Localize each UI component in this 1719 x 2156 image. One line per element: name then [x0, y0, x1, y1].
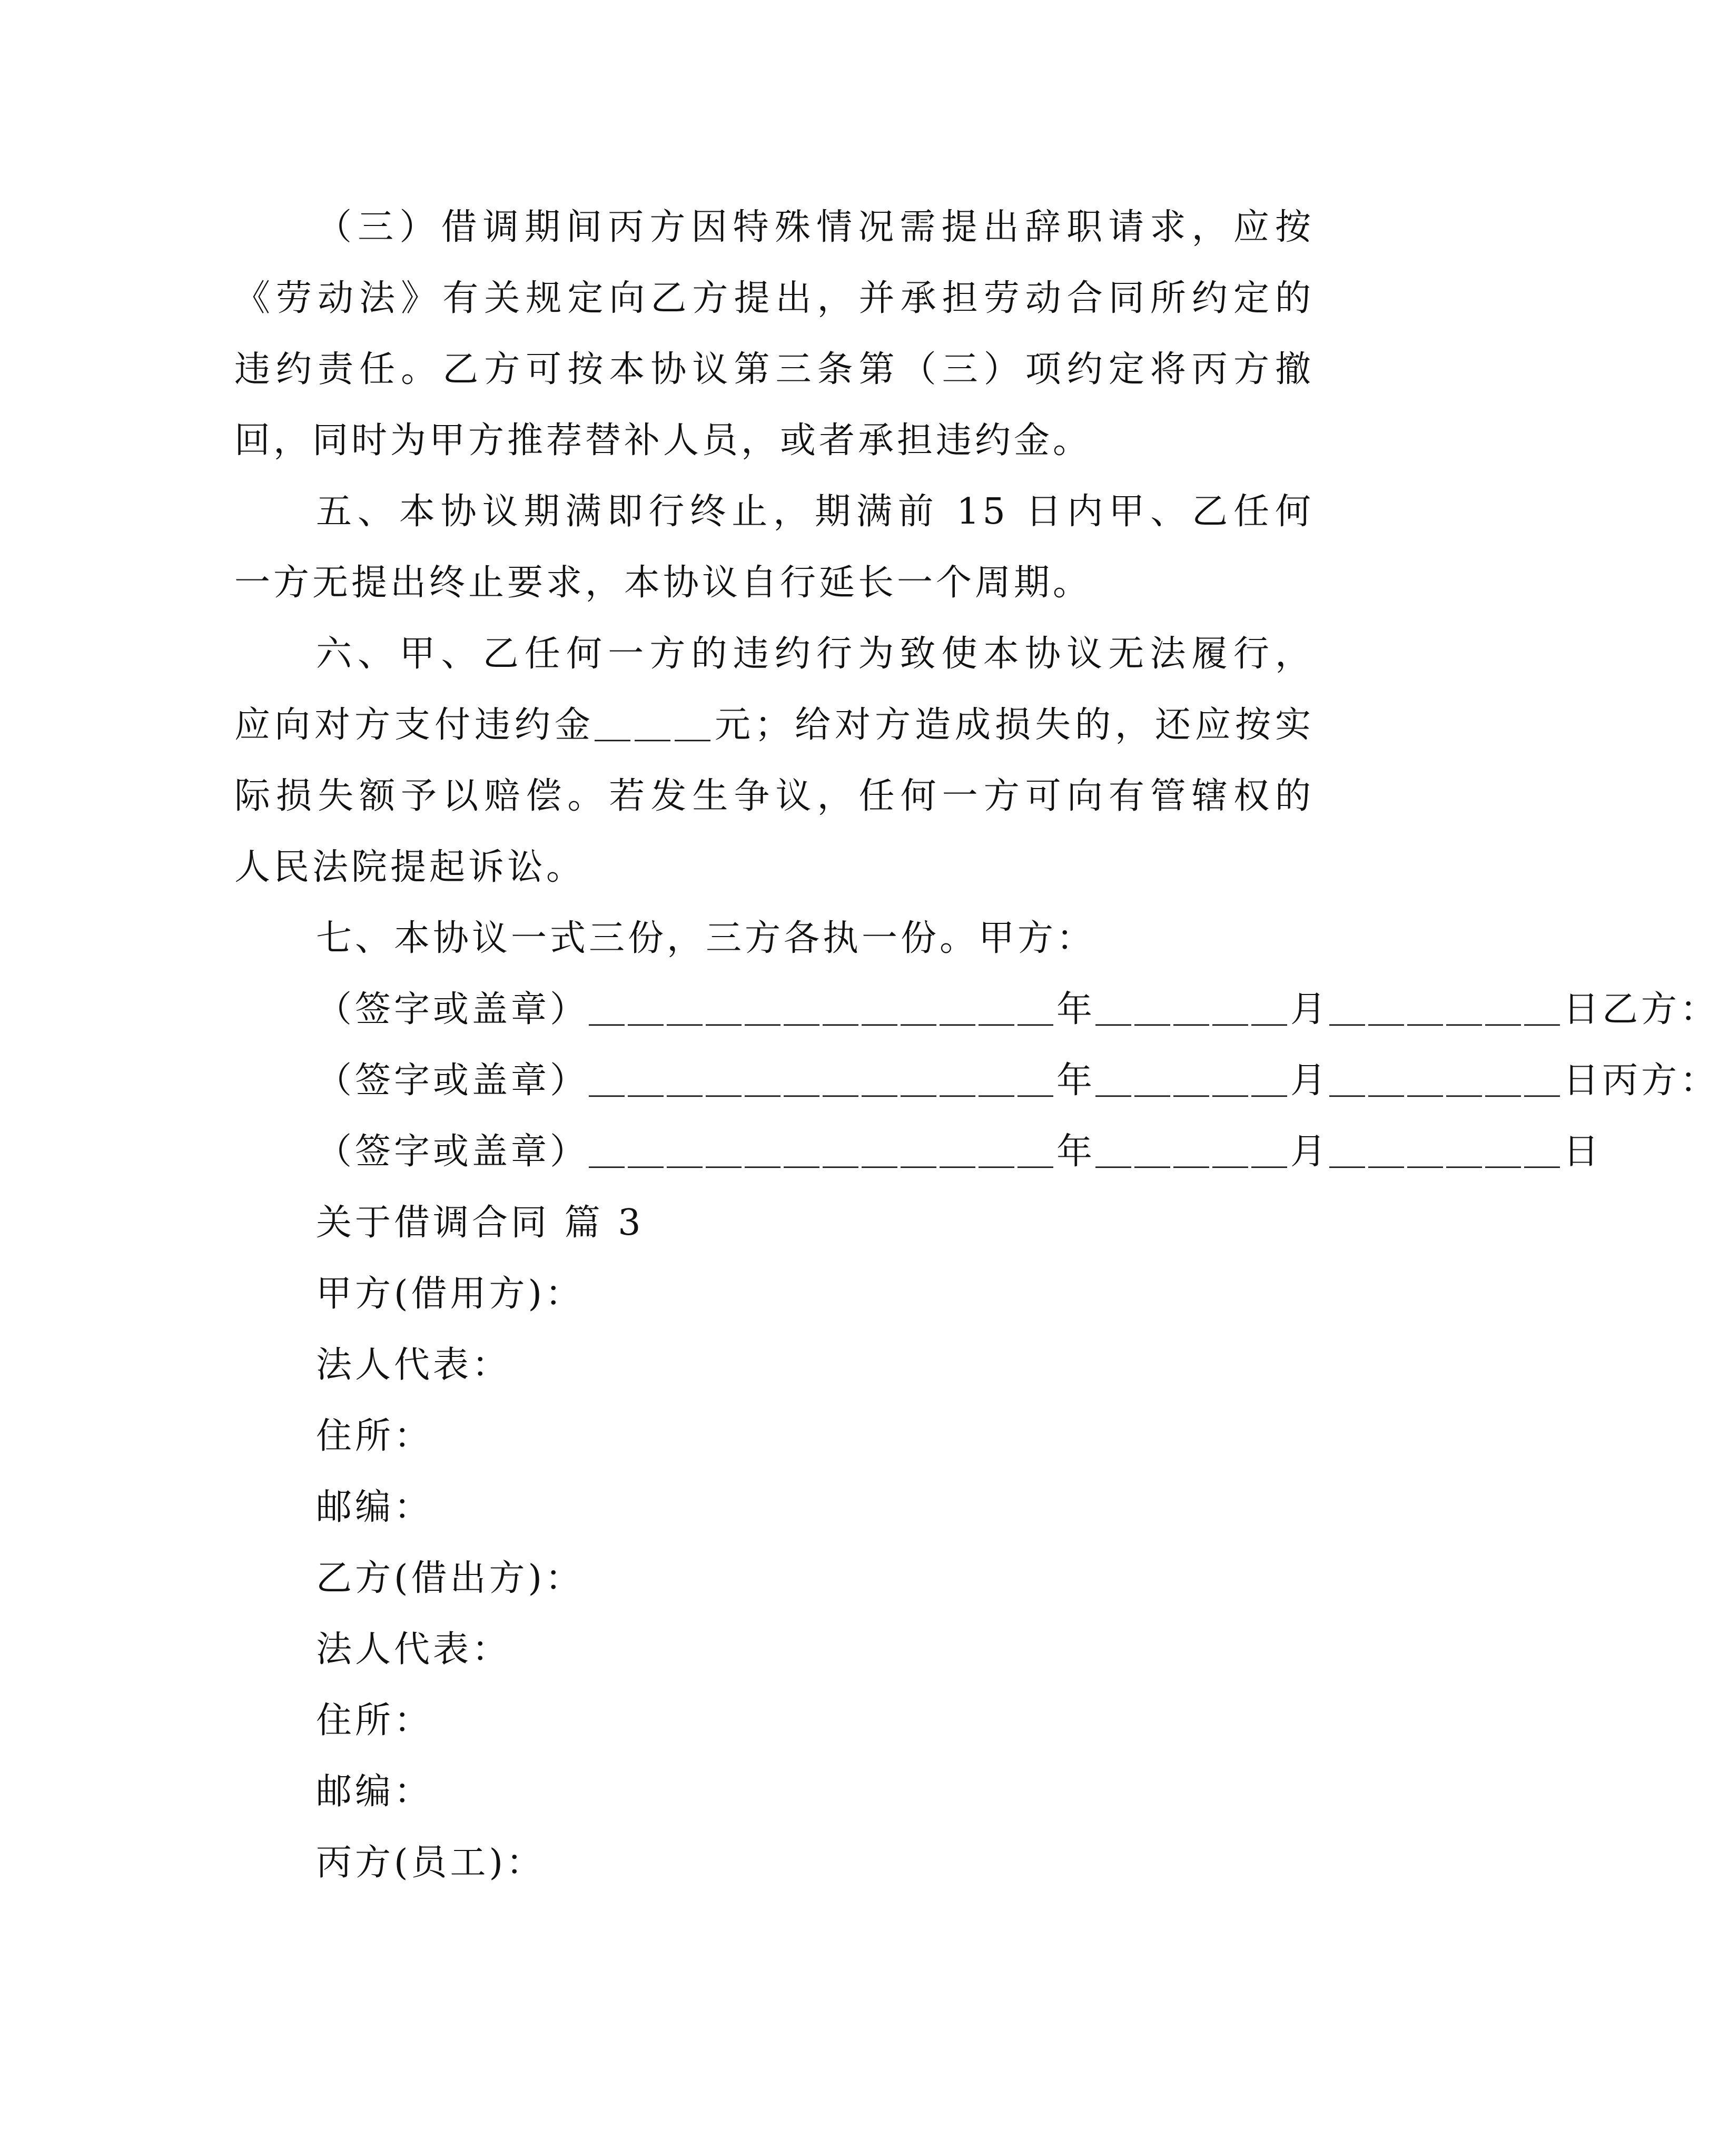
party-field: 甲方(借用方)： [316, 1273, 585, 1315]
signature-line: （签字或盖章）＿＿＿＿＿＿＿＿＿＿＿＿年＿＿＿＿＿月＿＿＿＿＿＿日乙方： [316, 989, 1719, 1030]
paragraph-line: 一方无提出终止要求，本协议自行延长一个周期。 [234, 562, 1092, 604]
paragraph-line: 五、本协议期满即行终止，期满前 15 日内甲、乙任何 [316, 491, 1314, 533]
paragraph-line: 际损失额予以赔偿。若发生争议，任何一方可向有管辖权的 [234, 775, 1314, 817]
party-field: 邮编： [316, 1771, 433, 1813]
paragraph-line: 七、本协议一式三份，三方各执一份。甲方： [316, 918, 1096, 959]
party-field: 邮编： [316, 1486, 433, 1528]
paragraph-line: （三）借调期间丙方因特殊情况需提出辞职请求，应按 [316, 206, 1314, 248]
party-field: 丙方(员工)： [316, 1842, 546, 1884]
paragraph-line: 回，同时为甲方推荐替补人员，或者承担违约金。 [234, 420, 1092, 461]
paragraph-line: 六、甲、乙任何一方的违约行为致使本协议无法履行， [316, 633, 1314, 675]
section-heading: 关于借调合同 篇 3 [316, 1202, 644, 1244]
party-field: 法人代表： [316, 1344, 511, 1386]
party-field: 住所： [316, 1700, 433, 1741]
paragraph-line: 违约责任。乙方可按本协议第三条第（三）项约定将丙方撤 [234, 349, 1314, 390]
party-field: 法人代表： [316, 1629, 511, 1670]
party-field: 住所： [316, 1415, 433, 1457]
paragraph-line: 《劳动法》有关规定向乙方提出，并承担劳动合同所约定的 [234, 278, 1314, 319]
paragraph-line: 应向对方支付违约金＿＿＿元；给对方造成损失的，还应按实 [234, 704, 1314, 746]
party-field: 乙方(借出方)： [316, 1558, 585, 1599]
signature-line: （签字或盖章）＿＿＿＿＿＿＿＿＿＿＿＿年＿＿＿＿＿月＿＿＿＿＿＿日 [316, 1131, 1603, 1173]
signature-line: （签字或盖章）＿＿＿＿＿＿＿＿＿＿＿＿年＿＿＿＿＿月＿＿＿＿＿＿日丙方： [316, 1060, 1719, 1101]
paragraph-line: 人民法院提起诉讼。 [234, 846, 586, 888]
